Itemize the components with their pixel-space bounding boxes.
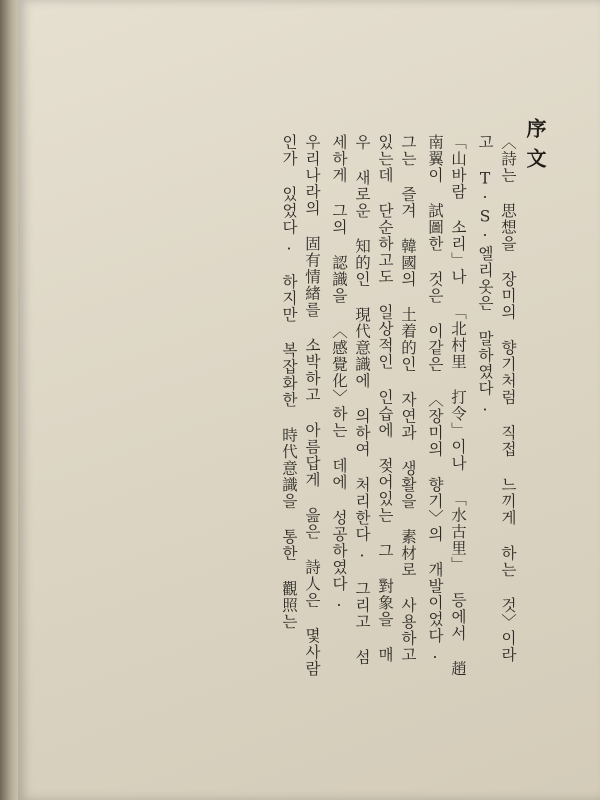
paragraph-4: 우리나라의 固有情緖를 소박하고 아름답게 읊은 詩人은 몇사람인가 있었다. 하지만 복잡화한 時代意識을 통한 觀照는 [280,134,321,677]
paragraph-1: 〈詩는 思想을 장미의 향기처럼 직접 느끼게 하는 것〉이라고 T·S·엘리옷은 말하였다. [476,134,517,663]
paragraph-2: 「山바람 소리」나 「北村里 打令」이나 「水古里」 등에서 趙南翼이 試圖한 것은 이같은 〈장미의 향기〉의 개발이었다. [426,134,467,677]
page-title: 序文 [523,118,547,178]
paragraph-3: 그는 즐겨 韓國의 土着的인 자연과 생활을 素材로 사용하고 있는데 단순하고도 일상적인 인습에 젖어있는 그 對象을 매우 새로운 知的인 現代意識에 의하여 처리한다. 그리고 섬세하게 그의 認識을 〈感覺化〉하는 데에 성공하였다. [330,134,417,666]
book-page [18,0,600,800]
preface-text-block [277,118,546,678]
